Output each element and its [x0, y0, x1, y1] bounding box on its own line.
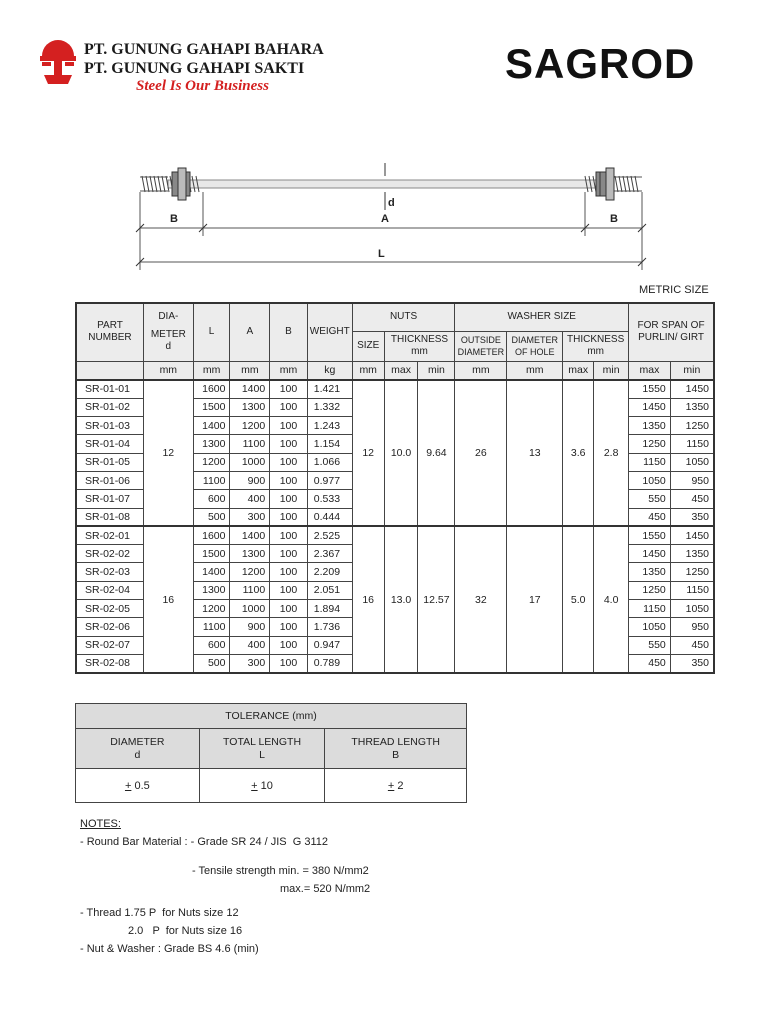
- note-line-4: - Thread 1.75 P for Nuts size 12: [80, 907, 239, 919]
- notes-section: [80, 815, 370, 958]
- unit-cell-blank: [76, 361, 143, 380]
- label-a: A: [381, 213, 389, 225]
- washer-thickness-min-cell: 2.8: [594, 380, 629, 526]
- length-l-cell: 1300: [193, 581, 230, 599]
- length-a-cell: 1400: [230, 526, 270, 544]
- span-max-cell: 550: [629, 490, 671, 508]
- length-a-cell: 1100: [230, 581, 270, 599]
- unit-cell: min: [418, 361, 455, 380]
- header-diameter-of-hole: DIAMETER OF HOLE: [507, 331, 563, 361]
- washer-thickness-max-cell: 3.6: [563, 380, 594, 526]
- weight-cell: 0.533: [307, 490, 352, 508]
- length-l-cell: 1600: [193, 380, 230, 398]
- unit-cell: max: [563, 361, 594, 380]
- length-l-cell: 1400: [193, 563, 230, 581]
- tolerance-length-value: [199, 769, 325, 803]
- weight-cell: 1.154: [307, 435, 352, 453]
- unit-cell: mm: [230, 361, 270, 380]
- span-min-cell: 1450: [670, 380, 714, 398]
- part-number-cell: SR-01-06: [76, 471, 143, 489]
- weight-cell: 2.525: [307, 526, 352, 544]
- length-a-cell: 1200: [230, 563, 270, 581]
- unit-cell: max: [629, 361, 671, 380]
- part-number-cell: SR-02-04: [76, 581, 143, 599]
- tolerance-table: [75, 703, 467, 803]
- length-a-cell: 1000: [230, 453, 270, 471]
- weight-cell: 1.243: [307, 417, 352, 435]
- metric-size-label: METRIC SIZE: [639, 284, 709, 296]
- note-line-3: max.= 520 N/mm2: [280, 883, 371, 895]
- unit-cell: max: [384, 361, 418, 380]
- length-a-cell: 1200: [230, 417, 270, 435]
- washer-hole-cell: 13: [507, 380, 563, 526]
- length-a-cell: 300: [230, 508, 270, 526]
- weight-cell: 1.421: [307, 380, 352, 398]
- thread-b-cell: 100: [270, 581, 308, 599]
- company-name: [84, 40, 324, 78]
- thread-b-cell: 100: [270, 636, 308, 654]
- label-l: L: [378, 248, 385, 260]
- thread-b-cell: 100: [270, 435, 308, 453]
- header-nut-size: SIZE: [352, 331, 384, 361]
- span-min-cell: 950: [670, 618, 714, 636]
- header-diameter: [143, 303, 193, 361]
- pm-sign-1: +: [124, 779, 132, 792]
- span-min-cell: 1050: [670, 453, 714, 471]
- weight-cell: 0.444: [307, 508, 352, 526]
- span-max-cell: 1250: [629, 581, 671, 599]
- company-line-2: PT. GUNUNG GAHAPI SAKTI: [84, 60, 305, 77]
- part-number-cell: SR-01-02: [76, 398, 143, 416]
- length-l-cell: 500: [193, 508, 230, 526]
- tolerance-thread-header: [325, 729, 467, 769]
- washer-hole-cell: 17: [507, 526, 563, 672]
- span-max-cell: 550: [629, 636, 671, 654]
- length-a-cell: 400: [230, 636, 270, 654]
- thread-b-cell: 100: [270, 453, 308, 471]
- washer-outside-cell: 26: [455, 380, 507, 526]
- table-row: [76, 526, 714, 544]
- unit-cell: min: [594, 361, 629, 380]
- span-max-cell: 1350: [629, 563, 671, 581]
- span-max-cell: 1550: [629, 526, 671, 544]
- span-max-cell: 1250: [629, 435, 671, 453]
- part-number-cell: SR-02-08: [76, 654, 143, 672]
- tolerance-col3-title: THREAD LENGTH: [351, 735, 441, 748]
- length-l-cell: 1500: [193, 398, 230, 416]
- length-l-cell: 1600: [193, 526, 230, 544]
- tolerance-thread-value: [325, 769, 467, 803]
- span-min-cell: 1150: [670, 581, 714, 599]
- thread-b-cell: 100: [270, 417, 308, 435]
- length-a-cell: 1300: [230, 398, 270, 416]
- span-min-cell: 450: [670, 636, 714, 654]
- unit-cell: mm: [270, 361, 308, 380]
- thread-b-cell: 100: [270, 526, 308, 544]
- pm-sign-3: +: [387, 779, 395, 792]
- label-b-left: B: [170, 213, 178, 225]
- header-washer-thickness: THICKNESS mm: [563, 331, 629, 361]
- span-min-cell: 1350: [670, 545, 714, 563]
- length-a-cell: 1400: [230, 380, 270, 398]
- header-nut-thickness: THICKNESS mm: [384, 331, 455, 361]
- tolerance-diameter-value: [76, 769, 200, 803]
- thread-b-cell: 100: [270, 508, 308, 526]
- weight-cell: 2.367: [307, 545, 352, 563]
- sagrod-drawing: [130, 158, 650, 276]
- length-a-cell: 1300: [230, 545, 270, 563]
- length-a-cell: 400: [230, 490, 270, 508]
- length-a-cell: 1000: [230, 600, 270, 618]
- span-max-cell: 1050: [629, 471, 671, 489]
- table-row: [76, 380, 714, 398]
- part-number-cell: SR-02-06: [76, 618, 143, 636]
- notes-title: NOTES:: [80, 818, 121, 830]
- part-number-cell: SR-01-05: [76, 453, 143, 471]
- weight-cell: 0.977: [307, 471, 352, 489]
- note-line-5: 2.0 P for Nuts size 16: [128, 925, 243, 937]
- part-number-cell: SR-01-01: [76, 380, 143, 398]
- label-d: d: [388, 197, 395, 209]
- units-row: [76, 361, 714, 380]
- nut-thickness-min-cell: 9.64: [418, 380, 455, 526]
- span-min-cell: 1250: [670, 417, 714, 435]
- company-line-1: PT. GUNUNG GAHAPI BAHARA: [84, 41, 324, 58]
- length-l-cell: 1300: [193, 435, 230, 453]
- washer-thickness-max-cell: 5.0: [563, 526, 594, 672]
- header-washer-size: WASHER SIZE: [455, 303, 629, 331]
- unit-cell: mm: [455, 361, 507, 380]
- span-min-cell: 1350: [670, 398, 714, 416]
- thread-b-cell: 100: [270, 471, 308, 489]
- note-line-1: - Round Bar Material : - Grade SR 24 / JIS G 3112: [80, 836, 329, 848]
- tolerance-col3-sym: B: [392, 748, 400, 761]
- tolerance-col2-sym: L: [259, 748, 265, 761]
- nut-thickness-max-cell: 13.0: [384, 526, 418, 672]
- header-diameter-line2: METER: [150, 329, 186, 341]
- length-l-cell: 1100: [193, 471, 230, 489]
- span-min-cell: 350: [670, 654, 714, 672]
- span-min-cell: 1450: [670, 526, 714, 544]
- length-l-cell: 600: [193, 636, 230, 654]
- label-b-right: B: [610, 213, 618, 225]
- sagrod-spec-table: [75, 302, 715, 674]
- thread-b-cell: 100: [270, 490, 308, 508]
- header-l: L: [193, 303, 230, 361]
- span-max-cell: 1350: [629, 417, 671, 435]
- part-number-cell: SR-01-03: [76, 417, 143, 435]
- length-l-cell: 1200: [193, 453, 230, 471]
- weight-cell: 1.736: [307, 618, 352, 636]
- weight-cell: 1.894: [307, 600, 352, 618]
- unit-cell: mm: [352, 361, 384, 380]
- header-nuts: NUTS: [352, 303, 455, 331]
- note-line-2: - Tensile strength min. = 380 N/mm2: [192, 865, 369, 877]
- weight-cell: 2.209: [307, 563, 352, 581]
- tolerance-val-3: 2: [394, 779, 404, 792]
- part-number-cell: SR-02-02: [76, 545, 143, 563]
- span-min-cell: 350: [670, 508, 714, 526]
- tolerance-length-header: [199, 729, 325, 769]
- thread-b-cell: 100: [270, 380, 308, 398]
- thread-b-cell: 100: [270, 618, 308, 636]
- header-diameter-line1: DIA-: [158, 311, 179, 323]
- span-max-cell: 1550: [629, 380, 671, 398]
- span-max-cell: 1150: [629, 453, 671, 471]
- span-min-cell: 450: [670, 490, 714, 508]
- tolerance-diameter-header: [76, 729, 200, 769]
- header-span: FOR SPAN OF PURLIN/ GIRT: [629, 303, 714, 361]
- unit-cell: min: [670, 361, 714, 380]
- header-diameter-line3: d: [165, 341, 172, 353]
- span-min-cell: 1250: [670, 563, 714, 581]
- header-part-number: PART NUMBER: [76, 303, 143, 361]
- nut-size-cell: 16: [352, 526, 384, 672]
- header-a: A: [230, 303, 270, 361]
- nut-thickness-max-cell: 10.0: [384, 380, 418, 526]
- unit-cell: mm: [193, 361, 230, 380]
- length-a-cell: 900: [230, 471, 270, 489]
- length-l-cell: 1500: [193, 545, 230, 563]
- tolerance-col1-title: DIAMETER: [110, 735, 165, 748]
- thread-b-cell: 100: [270, 563, 308, 581]
- tagline: Steel Is Our Business: [136, 78, 269, 94]
- span-max-cell: 1050: [629, 618, 671, 636]
- span-max-cell: 1450: [629, 398, 671, 416]
- span-max-cell: 450: [629, 508, 671, 526]
- span-max-cell: 1150: [629, 600, 671, 618]
- unit-cell: mm: [143, 361, 193, 380]
- thread-b-cell: 100: [270, 654, 308, 672]
- header-outside-diameter: OUTSIDE DIAMETER: [455, 331, 507, 361]
- product-title: SAGROD: [505, 40, 696, 87]
- unit-cell: mm: [507, 361, 563, 380]
- thread-b-cell: 100: [270, 545, 308, 563]
- thread-b-cell: 100: [270, 600, 308, 618]
- span-max-cell: 450: [629, 654, 671, 672]
- length-a-cell: 300: [230, 654, 270, 672]
- span-max-cell: 1450: [629, 545, 671, 563]
- part-number-cell: SR-01-04: [76, 435, 143, 453]
- tolerance-val-2: 10: [257, 779, 273, 792]
- company-logo-icon: [40, 38, 76, 84]
- note-line-6: - Nut & Washer : Grade BS 4.6 (min): [80, 943, 259, 955]
- weight-cell: 0.789: [307, 654, 352, 672]
- tolerance-title: TOLERANCE (mm): [76, 704, 467, 729]
- weight-cell: 2.051: [307, 581, 352, 599]
- nut-size-cell: 12: [352, 380, 384, 526]
- part-number-cell: SR-02-03: [76, 563, 143, 581]
- part-number-cell: SR-01-07: [76, 490, 143, 508]
- part-number-cell: SR-02-05: [76, 600, 143, 618]
- diameter-cell: 16: [143, 526, 193, 672]
- length-l-cell: 1400: [193, 417, 230, 435]
- weight-cell: 1.332: [307, 398, 352, 416]
- unit-cell: kg: [307, 361, 352, 380]
- weight-cell: 1.066: [307, 453, 352, 471]
- washer-outside-cell: 32: [455, 526, 507, 672]
- part-number-cell: SR-01-08: [76, 508, 143, 526]
- weight-cell: 0.947: [307, 636, 352, 654]
- header-weight: WEIGHT: [307, 303, 352, 361]
- part-number-cell: SR-02-01: [76, 526, 143, 544]
- tolerance-col1-sym: d: [134, 748, 141, 761]
- header-b: B: [270, 303, 308, 361]
- thread-b-cell: 100: [270, 398, 308, 416]
- diameter-cell: 12: [143, 380, 193, 526]
- length-l-cell: 1100: [193, 618, 230, 636]
- length-l-cell: 1200: [193, 600, 230, 618]
- length-l-cell: 500: [193, 654, 230, 672]
- nut-thickness-min-cell: 12.57: [418, 526, 455, 672]
- length-l-cell: 600: [193, 490, 230, 508]
- length-a-cell: 900: [230, 618, 270, 636]
- length-a-cell: 1100: [230, 435, 270, 453]
- span-min-cell: 950: [670, 471, 714, 489]
- pm-sign-2: +: [251, 779, 258, 792]
- span-min-cell: 1050: [670, 600, 714, 618]
- tolerance-col2-title: TOTAL LENGTH: [223, 735, 302, 748]
- part-number-cell: SR-02-07: [76, 636, 143, 654]
- tolerance-val-1: 0.5: [131, 779, 150, 792]
- span-min-cell: 1150: [670, 435, 714, 453]
- washer-thickness-min-cell: 4.0: [594, 526, 629, 672]
